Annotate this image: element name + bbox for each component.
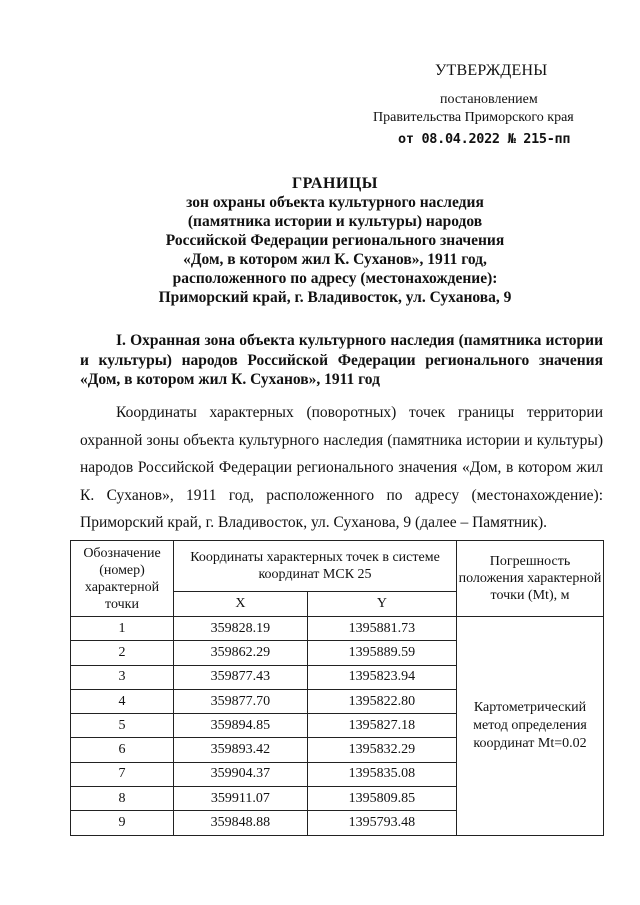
cell-y: 1395827.18 [307, 714, 456, 738]
header-coordinates: Координаты характерных точек в системе координат МСК 25 [174, 541, 457, 592]
section-paragraph-text: Координаты характерных (поворотных) точек границы территории охранной зоны объекта культурного наследия (памятника истории и культуры) народов Российской Федерации регионального значения «Дом, в котором жил К. Суханов», 1911 год, расположенного по адресу (местонахождение): Приморский край, г. Владивосток, ул. Суханова, 9 (далее – Памятник). [80, 404, 603, 531]
cell-num: 4 [71, 689, 174, 713]
document-title: ГРАНИЦЫ [291, 175, 378, 192]
cell-x: 359848.88 [174, 811, 308, 835]
cell-num: 1 [71, 617, 174, 641]
approval-title: УТВЕРЖДЕНЫ [435, 62, 548, 79]
cell-y: 1395881.73 [307, 617, 456, 641]
cell-num: 9 [71, 811, 174, 835]
cell-y: 1395889.59 [307, 641, 456, 665]
cell-y: 1395832.29 [307, 738, 456, 762]
cell-x: 359893.42 [174, 738, 308, 762]
header-point-number: Обозначение (номер) характерной точки [71, 541, 174, 617]
cell-x: 359828.19 [174, 617, 308, 641]
cell-num: 8 [71, 787, 174, 811]
title-line-4: «Дом, в котором жил К. Суханов», 1911 год, [183, 251, 487, 268]
coordinates-table [70, 540, 604, 836]
cell-y: 1395809.85 [307, 787, 456, 811]
document-title-block [80, 174, 590, 307]
approval-line-1: постановлением [440, 92, 538, 107]
cell-x: 359904.37 [174, 762, 308, 786]
cell-x: 359911.07 [174, 787, 308, 811]
section-heading [80, 331, 603, 390]
cell-y: 1395822.80 [307, 689, 456, 713]
section-heading-text: I. Охранная зона объекта культурного наследия (памятника истории и культуры) народов Российской Федерации регионального значения «Дом, в котором жил К. Суханов», 1911 год [80, 332, 603, 388]
cell-num: 7 [71, 762, 174, 786]
cell-num: 6 [71, 738, 174, 762]
header-x: X [174, 592, 308, 617]
cell-error-method: Картометрический метод определения координат Mt=0.02 [457, 617, 604, 836]
header-y: Y [307, 592, 456, 617]
cell-num: 2 [71, 641, 174, 665]
cell-x: 359894.85 [174, 714, 308, 738]
approval-date-stamp: от 08.04.2022 № 215-пп [398, 131, 571, 147]
cell-num: 3 [71, 665, 174, 689]
cell-num: 5 [71, 714, 174, 738]
cell-y: 1395823.94 [307, 665, 456, 689]
title-line-3: Российской Федерации регионального значения [165, 232, 505, 249]
cell-x: 359877.43 [174, 665, 308, 689]
approval-line-2: Правительства Приморского края [373, 110, 574, 125]
title-line-1: зон охраны объекта культурного наследия [186, 194, 484, 211]
header-error: Погрешность положения характерной точки (Mt), м [457, 541, 604, 617]
cell-x: 359877.70 [174, 689, 308, 713]
title-line-6: Приморский край, г. Владивосток, ул. Суханова, 9 [158, 289, 512, 306]
cell-y: 1395793.48 [307, 811, 456, 835]
title-line-2: (памятника истории и культуры) народов [187, 213, 483, 230]
table-row [71, 617, 604, 641]
cell-y: 1395835.08 [307, 762, 456, 786]
section-paragraph [80, 399, 603, 537]
cell-x: 359862.29 [174, 641, 308, 665]
title-line-5: расположенного по адресу (местонахождение): [172, 270, 498, 287]
